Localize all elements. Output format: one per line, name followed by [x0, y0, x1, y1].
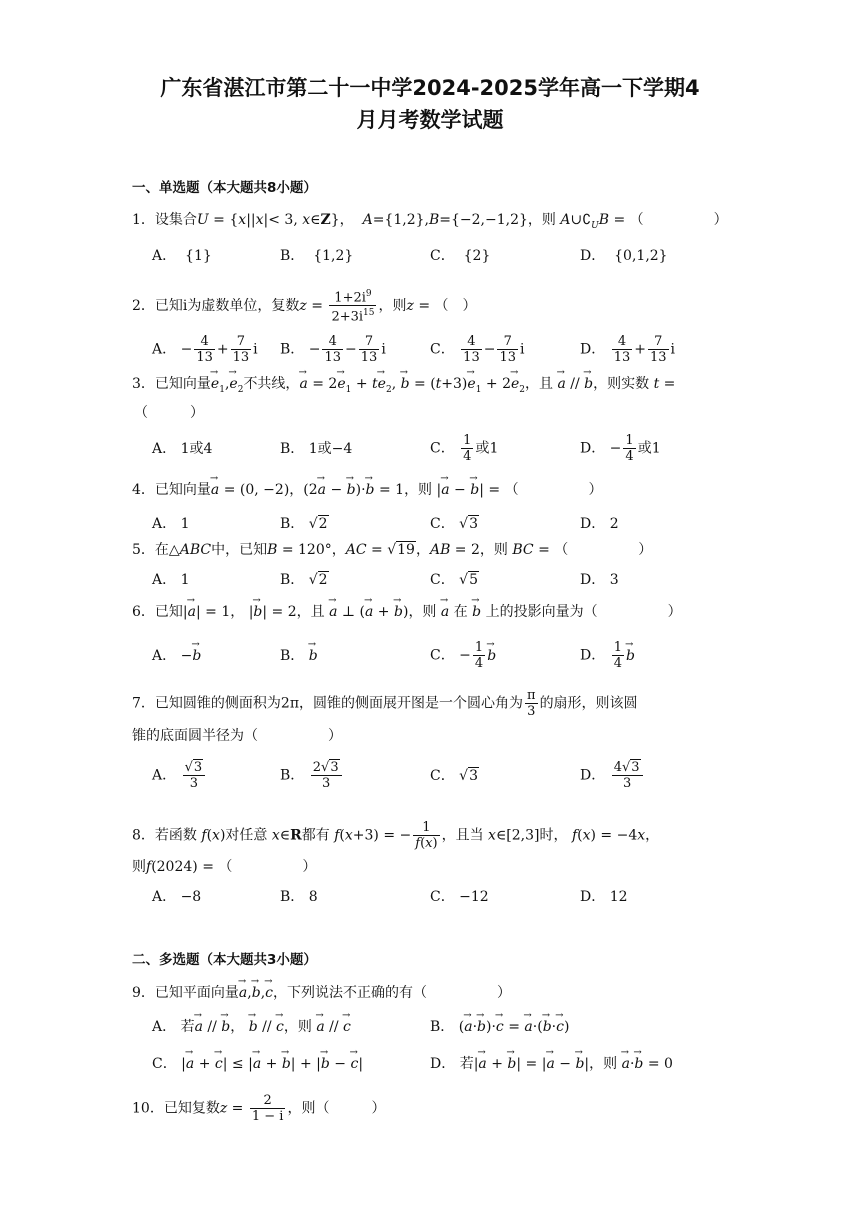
q8-option-b[interactable]: B． 8 — [280, 889, 318, 905]
title-line-1: 广东省湛江市第二十一中学2024-2025学年高一下学期4 — [160, 76, 700, 100]
q7-option-a[interactable]: A． $\frac{√3}{3}$ — [152, 760, 207, 791]
q1-option-c[interactable]: C． {2} — [430, 248, 491, 264]
q5-option-a[interactable]: A． 1 — [152, 572, 190, 588]
question-8: 8．若函数 f(x)对任意 x∈R都有 f(x+3) = − $\frac{1}{f(x)}$ ，且当 x∈[2,3]时， f(x) = −4x， — [132, 820, 660, 851]
q7-option-d[interactable]: D． $\frac{4√3}{3}$ — [580, 760, 645, 791]
question-1: 1．设集合U = {x||x|< 3, x∈Z}， A={1,2},B={−2,−1,2}，则 $A\cup∁_UB$ = （ ） — [132, 212, 728, 231]
q9-option-a[interactable]: A． 若→ a // → b， → b // → c，则 → a // → c — [152, 1016, 351, 1038]
q1-option-b[interactable]: B． {1,2} — [280, 248, 354, 264]
question-3-blank: （ ） — [134, 405, 204, 421]
q4-option-b[interactable]: B． √2 — [280, 516, 328, 532]
q3-option-d[interactable]: D． − $\frac{1}{4}$ 或1 — [580, 433, 661, 464]
section-single-choice: 一、单选题（本大题共8小题） — [132, 180, 317, 196]
question-7-line-2: 锥的底面圆半径为（ ） — [132, 728, 342, 744]
q2-option-c[interactable]: C． $\frac{4}{13}$ − $\frac{7}{13}$ i — [430, 334, 525, 365]
q6-option-d[interactable]: D． $\frac{1}{4}$ → b — [580, 640, 635, 671]
q4-option-d[interactable]: D． 2 — [580, 516, 619, 532]
q8-option-a[interactable]: A． −8 — [152, 889, 202, 905]
q2-option-a[interactable]: A． − $\frac{4}{13}$ + $\frac{7}{13}$ i — [152, 334, 258, 365]
q6-option-c[interactable]: C． − $\frac{1}{4}$ → b — [430, 640, 496, 671]
q7-option-c[interactable]: C． √3 — [430, 768, 479, 784]
q5-option-d[interactable]: D． 3 — [580, 572, 619, 588]
q5-option-c[interactable]: C． √5 — [430, 572, 479, 588]
q6-option-a[interactable]: A． −→ b — [152, 645, 201, 667]
question-3: 3．已知向量→ $e_1,\to e_2$不共线，→ $a = 2\to e_1 + t\to e_2$, → $b = (t+3)\to e_1 + 2\to e_2$，且 → a // → b，则实数 t = — [132, 373, 675, 401]
q8-option-d[interactable]: D． 12 — [580, 889, 628, 905]
q3-option-b[interactable]: B． 1或−4 — [280, 441, 353, 457]
question-2: 2．已知i为虚数单位，复数z = $\frac{1+2i^9}{2+3i^{15}}$ ，则z = （ ） — [132, 289, 477, 325]
question-5: 5．在△ABC中，已知B = 120°，AC = √19，AB = 2，则 BC = （ ） — [132, 542, 653, 558]
question-9: 9．已知平面向量→ a,→ b,→ c，下列说法不正确的有（ ） — [132, 982, 511, 1004]
q8-option-c[interactable]: C． −12 — [430, 889, 489, 905]
section-multi-choice: 二、多选题（本大题共3小题） — [132, 952, 317, 968]
question-8-line-2: 则f(2024) = （ ） — [132, 859, 317, 875]
question-6: 6．已知|→ a| = 1， |→ b| = 2，且 → a ⊥ (→ a + → b)，则 → a 在 → b 上的投影向量为（ ） — [132, 601, 682, 623]
title-line-2: 月月考数学试题 — [356, 108, 504, 132]
question-4: 4．已知向量→ a = (0, −2)，(2→ a − → b)·→ b = 1，则 |→ a − → b| = （ ） — [132, 479, 603, 501]
q4-option-c[interactable]: C． √3 — [430, 516, 479, 532]
question-7: 7．已知圆锥的侧面积为2π，圆锥的侧面展开图是一个圆心角为 $\frac{\pi}{3}$ 的扇形，则该圆 — [132, 688, 638, 719]
question-10: 10．已知复数z = $\frac{2}{1 - i}$ ，则（ ） — [132, 1093, 386, 1124]
q2-option-b[interactable]: B． − $\frac{4}{13}$ − $\frac{7}{13}$ i — [280, 334, 386, 365]
q9-option-d[interactable]: D． 若|→ a + → b| = |→ a − → b|，则 → a·→ b = 0 — [430, 1053, 673, 1075]
q2-option-d[interactable]: D． $\frac{4}{13}$ + $\frac{7}{13}$ i — [580, 334, 675, 365]
q5-option-b[interactable]: B． √2 — [280, 572, 328, 588]
q6-option-b[interactable]: B． → b — [280, 645, 318, 667]
q1-option-d[interactable]: D． {0,1,2} — [580, 248, 668, 264]
q7-option-b[interactable]: B． $\frac{2√3}{3}$ — [280, 760, 344, 791]
q1-option-a[interactable]: A． {1} — [152, 248, 212, 264]
q9-option-b[interactable]: B． (→ a·→ b)·→ c = → a·(→ b·→ c) — [430, 1016, 569, 1038]
q9-option-c[interactable]: C． |→ a + → c| ≤ |→ a + → b| + |→ b − → c| — [152, 1053, 363, 1075]
q3-option-a[interactable]: A． 1或4 — [152, 441, 213, 457]
q4-option-a[interactable]: A． 1 — [152, 516, 190, 532]
q3-option-c[interactable]: C． $\frac{1}{4}$ 或1 — [430, 433, 499, 464]
